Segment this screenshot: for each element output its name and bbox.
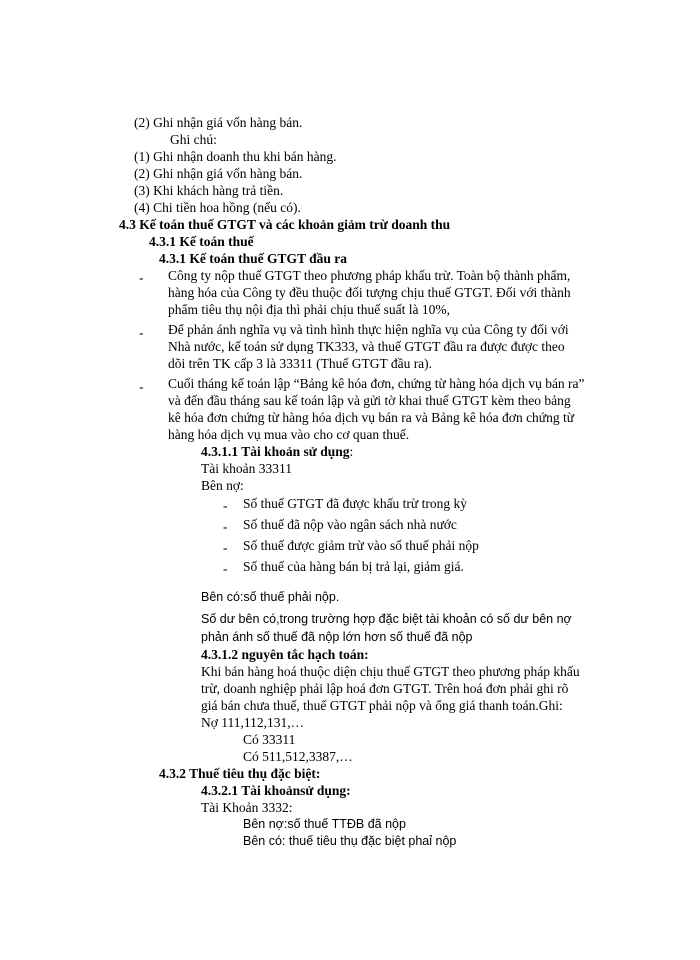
debit-item: Số thuế của hàng bán bị trả lại, giảm giá. <box>243 559 464 574</box>
note-item: (3) Khi khách hàng trả tiền. <box>134 183 284 198</box>
paragraph-line: giá bán chưa thuế, thuế GTGT phải nộp và ổng giá thanh toán.Ghi: <box>201 698 563 713</box>
debit-line: Bên nợ:số thuế TTĐB đã nộp <box>243 817 406 831</box>
paragraph-line: kê hóa đơn chứng từ hàng hóa dịch vụ bán ra và Bảng kê hóa đơn chứng từ <box>168 410 575 425</box>
intro-line: (2) Ghi nhận giá vốn hàng bán. <box>134 115 303 130</box>
subsection-heading: 4.3.2.1 Tài khoảnsử dụng: <box>201 783 351 798</box>
note-item: (1) Ghi nhận doanh thu khi bán hàng. <box>134 149 337 164</box>
bullet-dash: - <box>223 540 228 555</box>
paragraph-line: Để phản ánh nghĩa vụ và tình hình thực hiện nghĩa vụ của Công ty đối với <box>168 322 569 337</box>
note-item: (2) Ghi nhận giá vốn hàng bán. <box>134 166 303 181</box>
paragraph-line: dõi trên TK cấp 3 là 33311 (Thuế GTGT đầu ra). <box>168 356 433 371</box>
account-line: Tài khoản 33311 <box>201 461 292 476</box>
account-line: Tài Khoản 3332: <box>201 800 293 815</box>
paragraph-line: hàng hóa dịch vụ mua vào cho cơ quan thuế. <box>168 427 410 442</box>
balance-line: phản ánh số thuế đã nộp lớn hơn số thuế đã nộp <box>201 630 473 644</box>
note-title: Ghi chú: <box>170 132 217 147</box>
section-heading: 4.3 Kế toán thuế GTGT và các khoản giảm trừ doanh thu <box>119 217 451 232</box>
paragraph-line: phẩm tiêu thụ nội địa thì phải chịu thuế suất là 10%, <box>168 302 450 317</box>
balance-line: Số dư bên có,trong trường hợp đặc biệt tài khoản có số dư bên nợ <box>201 612 572 626</box>
note-item: (4) Chi tiền hoa hồng (nếu có). <box>134 200 301 215</box>
credit-line: Bên có:số thuế phải nộp. <box>201 590 340 604</box>
debit-item: Số thuế được giảm trừ vào số thuế phải nộp <box>243 538 479 553</box>
journal-entry: Có 33311 <box>243 732 296 747</box>
bullet-dash: - <box>223 498 228 513</box>
paragraph-line: Nợ 111,112,131,… <box>201 715 305 730</box>
bullet-dash: - <box>139 270 144 285</box>
paragraph-line: trừ, doanh nghiệp phải lập hoá đơn GTGT. Trên hoá đơn phải ghi rõ <box>201 681 569 696</box>
paragraph-line: Cuối tháng kế toán lập “Bảng kê hóa đơn, chứng từ hàng hóa dịch vụ bán ra” <box>168 376 585 391</box>
credit-line: Bên có: thuế tiêu thụ đặc biệt phaỉ nộp <box>243 834 457 848</box>
bullet-dash: - <box>139 379 144 394</box>
paragraph-line: Khi bán hàng hoá thuộc diện chịu thuế GTGT theo phương pháp khấu <box>201 664 580 679</box>
subsection-heading: 4.3.1.2 nguyên tắc hạch toán: <box>201 647 369 662</box>
debit-item: Số thuế GTGT đã được khấu trừ trong kỳ <box>243 496 467 511</box>
subsection-heading: 4.3.1 Kế toán thuế GTGT đầu ra <box>159 251 348 266</box>
bullet-dash: - <box>223 519 228 534</box>
debit-label: Bên nợ: <box>201 478 244 493</box>
title-suffix: : <box>349 444 354 459</box>
paragraph-line: Công ty nộp thuế GTGT theo phương pháp khấu trừ. Toàn bộ thành phẩm, <box>168 268 571 283</box>
bullet-dash: - <box>139 325 144 340</box>
subsection-heading: 4.3.1 Kế toán thuế <box>149 234 254 249</box>
subsection-heading <box>201 443 353 460</box>
paragraph-line: hàng hóa của Công ty đều thuộc đối tượng chịu thuế GTGT. Đối với thành <box>168 285 571 300</box>
bullet-dash: - <box>223 561 228 576</box>
subsection-title: 4.3.1.1 Tài khoản sử dụng <box>201 444 350 459</box>
journal-entry: Có 511,512,3387,… <box>243 749 353 764</box>
debit-item: Số thuế đã nộp vào ngân sách nhà nước <box>243 517 457 532</box>
paragraph-line: và đến đầu tháng sau kế toán lập và gửi tờ khai thuế GTGT kèm theo bảng <box>168 393 571 408</box>
subsection-heading: 4.3.2 Thuế tiêu thụ đặc biệt: <box>159 766 321 781</box>
paragraph-line: Nhà nước, kế toán sử dụng TK333, và thuế GTGT đầu ra được được theo <box>168 339 565 354</box>
